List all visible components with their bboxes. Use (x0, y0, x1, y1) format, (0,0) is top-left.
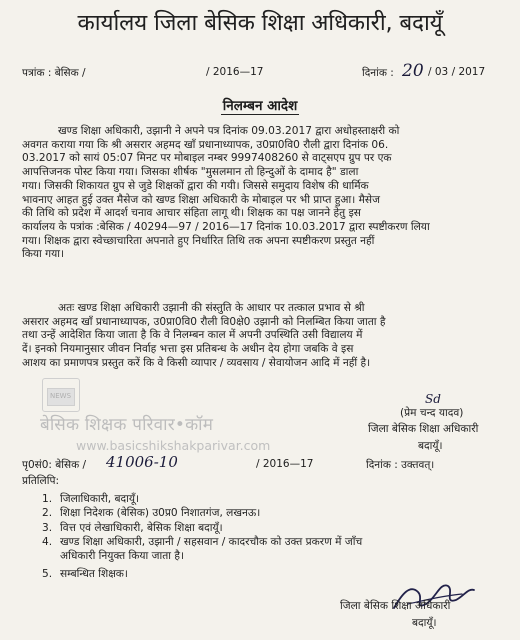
copy-item: अधिकारी नियुक्त किया जाता है। (60, 550, 185, 563)
para2-line: तथा उन्हें आदेशित किया जाता है कि वे निलम्बन काल में अपनी उपस्थिति उसी विद्यालय में (22, 329, 363, 342)
para1-line: 03.2017 को सायं 05:07 मिनट पर मोबाइल नम्बर 9997408260 से वाट्सएप ग्रुप पर एक (22, 152, 392, 165)
paragraph-1 (22, 125, 430, 262)
para1-line: खण्ड शिक्षा अधिकारी, उझानी ने अपने पत्र दिनांक 09.03.2017 द्वारा अधोहस्ताक्षरी को (58, 125, 400, 137)
patrank-year: / 2016—17 (206, 66, 264, 78)
para1-line: अवगत कराया गया कि श्री असरार अहमद खाँ प्रधानाध्यापक, उ0प्रा0वि0 रौली द्वारा दिनांक 06. (22, 138, 389, 151)
copy-item: 1. जिलाधिकारी, बदायूँ। (42, 493, 140, 505)
order-title: निलम्बन आदेश (222, 98, 298, 114)
ref2-year: / 2016—17 (256, 458, 314, 470)
copy-item: 2. शिक्षा निदेशक (बेसिक) उ0प्र0 निशातगंज, लखनऊ। (42, 507, 261, 520)
para1-line: कार्यालय के पत्रांक :बेसिक / 40294—97 / 2016—17 दिनांक 10.03.2017 द्वारा स्पष्टीकरण लिया (22, 220, 430, 233)
watermark-brand: बेसिक शिक्षक परिवार•कॉम (40, 415, 214, 435)
date-suffix: / 03 / 2017 (428, 66, 486, 78)
para1-line: किया गया। (22, 248, 65, 261)
signature2-designation: जिला बेसिक शिक्षा अधिकारी (340, 600, 451, 612)
copy-item: 3. वित्त एवं लेखाधिकारी, बेसिक शिक्षा बदायूँ। (42, 521, 223, 534)
handwritten-ref-number: 41006-10 (106, 453, 178, 471)
news-watermark-icon: NEWS (42, 378, 80, 412)
para2-line: अतः खण्ड शिक्षा अधिकारी उझानी की संस्तुति के आधार पर तत्काल प्रभाव से श्री (58, 302, 365, 314)
signatory-designation: जिला बेसिक शिक्षा अधिकारी (368, 423, 479, 435)
signature-initials: Sd (425, 392, 441, 406)
para1-line: आपत्तिजनक पोस्ट किया गया। जिसका शीर्षक "मुसलमान तो हिन्दुओं के दामाद है" डाला (22, 166, 359, 179)
para1-line: गया। जिसकी शिकायत ग्रुप से जुडे शिक्षकों द्वारा की गयी। जिससे समुदाय विशेष की धार्मिक (22, 179, 369, 192)
copy-list (42, 492, 362, 582)
patrank-label: पत्रांक : बेसिक / (22, 67, 86, 79)
para2-line: दें। इनको नियमानुसार जीवन निर्वाह भत्ता इस प्रतिबन्ध के अधीन देय होगा जबकि वे इस (22, 343, 354, 356)
para1-line: की तिथि को प्रदेश में आदर्श चनाव आचार संहिता लागू थी। शिक्षक का पक्ष जानने हेतु इस (22, 207, 361, 220)
ref2-date: दिनांक : उक्तवत्। (366, 459, 435, 471)
copy-label: प्रतिलिपि: (22, 475, 60, 487)
signatory-name: (प्रेम चन्द यादव) (400, 407, 464, 419)
signature2-place: बदायूँ। (412, 617, 437, 629)
office-title: कार्यालय जिला बेसिक शिक्षा अधिकारी, बदायूँ (77, 10, 443, 36)
paragraph-2 (22, 302, 386, 371)
para2-line: आशय का प्रमाणपत्र प्रस्तुत करें कि वे किसी व्यापार / व्यवसाय / सेवायोजन आदि में नहीं है। (22, 356, 371, 369)
copy-item: 4. खण्ड शिक्षा अधिकारी, उझानी / सहसवान / कादरचौक को उक्त प्रकरण में जाँच (42, 535, 363, 548)
watermark-url: www.basicshikshakparivar.com (76, 438, 271, 453)
dinank-label: दिनांक : (362, 67, 394, 79)
para1-line: गया। शिक्षक द्वारा स्वेच्छाचारिता अपनाते हुए निर्धारित तिथि तक अपना स्पष्टीकरण प्रस्तुत नहीं (22, 234, 375, 247)
copy-item: 5. सम्बन्धित शिक्षक। (42, 568, 128, 581)
ref2-label: पृ0सं0: बेसिक / (22, 459, 87, 471)
signatory-place: बदायूँ। (418, 440, 443, 452)
para1-line: भावनाए आहत हुई उक्त मैसेज को खण्ड शिक्षा अधिकारी के मोबाइल पर भी प्राप्त हुआ। मैसेज (22, 193, 380, 206)
handwritten-date: 20 (402, 61, 424, 81)
para2-line: असरार अहमद खाँ प्रधानाध्यापक, उ0प्रा0वि0 रौली वि0क्षे0 उझानी को निलम्बित किया जाता है (22, 315, 386, 328)
